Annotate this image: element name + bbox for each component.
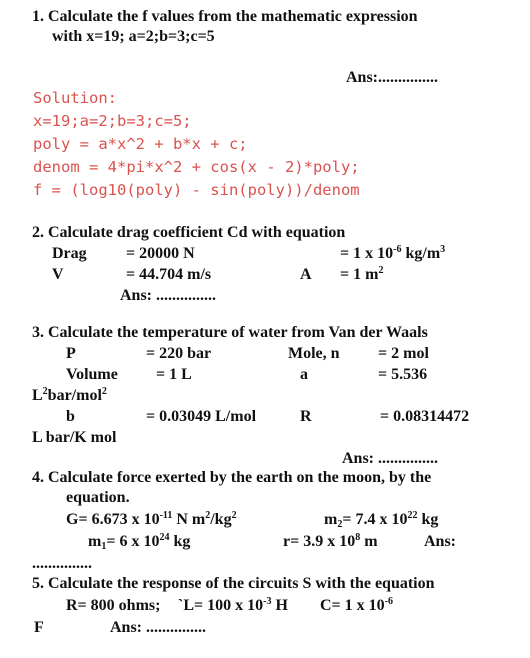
q3-mole-value: = 2 mol xyxy=(378,345,429,362)
q3-p-value: = 220 bar xyxy=(146,345,212,362)
q4-m1-value: $m_1= 6$ x $10^{24}$ kg xyxy=(88,532,191,552)
q3-r-value: = 0.08314472 xyxy=(380,408,470,425)
q3-a-value: = 5.536 xyxy=(378,366,428,383)
solution-label: Solution: xyxy=(33,89,117,107)
q3-r-unit: L bar/K mol xyxy=(32,429,117,446)
q3-r-label: R xyxy=(300,408,312,425)
code-line: poly = a*x^2 + b*x + c; xyxy=(33,135,248,153)
q3-volume-value: = 1 L xyxy=(156,366,192,383)
q3-a-unit: $L^2bar/mol^2$ xyxy=(32,386,107,404)
q2-drag-value: = 20000 N xyxy=(126,245,195,262)
q3-b-value: = 0.03049 L/mol xyxy=(146,408,257,425)
q4-line2: equation. xyxy=(66,489,130,506)
q3-volume-label: Volume xyxy=(66,366,118,383)
q3-title: 3. Calculate the temperature of water from Van der Waals xyxy=(32,324,428,341)
q3-a-label: a xyxy=(300,366,308,383)
q3-mole-label: Mole, n xyxy=(288,345,340,362)
q5-answer: Ans: ............... xyxy=(110,619,207,636)
q5-r-value: R= 800 ohms; xyxy=(66,597,161,614)
q1-line2: with x=19; a=2;b=3;c=5 xyxy=(52,28,215,45)
q5-title: 5. Calculate the response of the circuits S with the equation xyxy=(32,575,435,592)
q5-c-value: C= 1 x $10^{-6}$ xyxy=(320,596,394,614)
q3-p-label: P xyxy=(66,345,76,362)
code-line: x=19;a=2;b=3;c=5; xyxy=(33,112,192,130)
q2-v-value: = 44.704 m/s xyxy=(126,266,212,283)
q4-answer-dots: ............... xyxy=(32,555,92,572)
q3-b-label: b xyxy=(66,408,75,425)
q2-a-value: = 1 $m^2$ xyxy=(340,265,384,283)
q2-drag-label: Drag xyxy=(52,245,87,262)
q2-answer: Ans: ............... xyxy=(120,287,217,304)
q5-l-value: `L= 100 x $10^{-3}$ H xyxy=(178,596,288,614)
code-line: denom = 4*pi*x^2 + cos(x - 2)*poly; xyxy=(33,158,360,176)
q1-answer: Ans:............... xyxy=(346,69,439,86)
q4-r-value: r= 3.9 x $10^8$ m xyxy=(283,532,378,550)
q2-a-label: A xyxy=(300,266,312,283)
q2-density-value: = 1 x $10^{-6}$ $kg/m^3$ xyxy=(340,244,446,262)
code-line: f = (log10(poly) - sin(poly))/denom xyxy=(33,181,360,199)
q4-g-value: G= 6.673 x $10^{-11}$ N $m^2/kg^2$ xyxy=(66,510,237,528)
q2-v-label: V xyxy=(52,266,64,283)
q2-title: 2. Calculate drag coefficient Cd with equation xyxy=(32,224,346,241)
q3-answer: Ans: ............... xyxy=(342,450,439,467)
q5-f-label: F xyxy=(34,619,44,636)
q4-line1: 4. Calculate force exerted by the earth on the moon, by the xyxy=(32,469,432,486)
q1-line1: 1. Calculate the f values from the mathematic expression xyxy=(32,8,418,25)
q4-answer: Ans: xyxy=(424,533,457,550)
q4-m2-value: $m_2= 7.4$ x $10^{22}$ kg xyxy=(324,510,439,530)
